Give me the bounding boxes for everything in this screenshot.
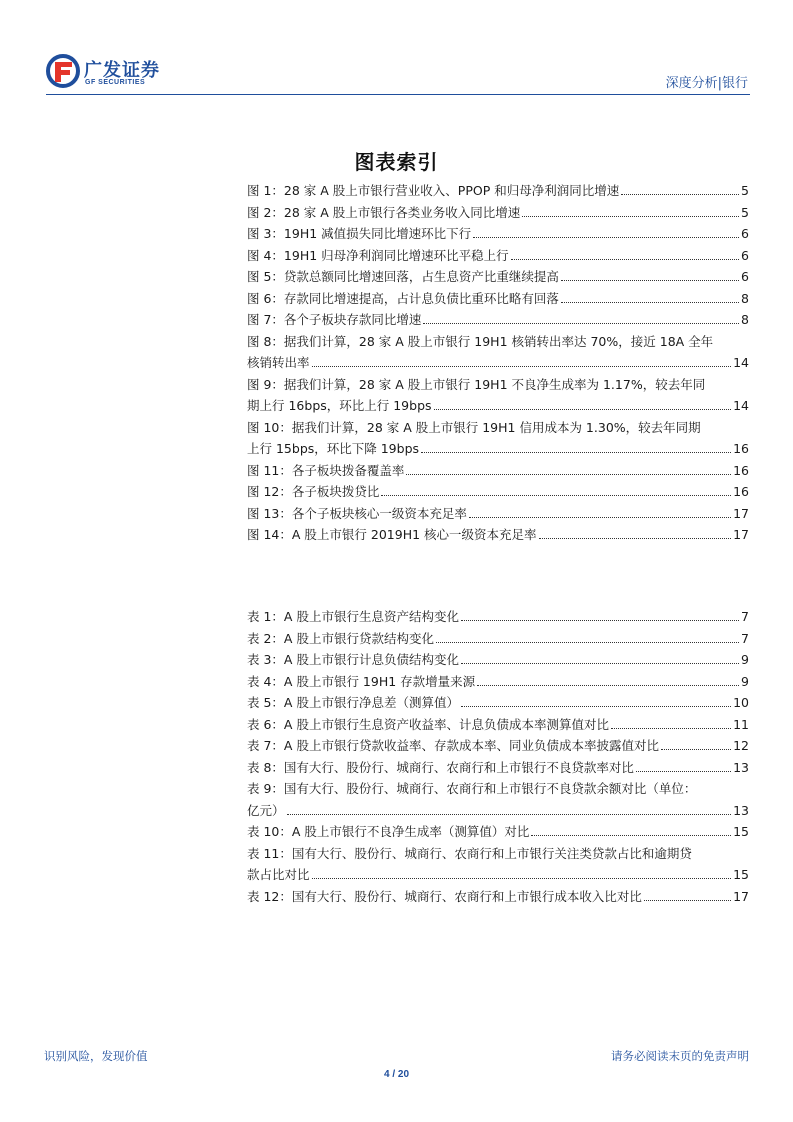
- entry-caption: 图 8：据我们计算，28 家 A 股上市银行 19H1 核销转出率达 70%，接近 18A 全年: [247, 333, 714, 349]
- dot-leader: [621, 194, 739, 195]
- dot-leader: [436, 642, 739, 643]
- dot-leader: [469, 517, 731, 518]
- entry-caption: 图 10：据我们计算，28 家 A 股上市银行 19H1 信用成本为 1.30%，较去年同期: [247, 419, 701, 435]
- dot-leader: [473, 237, 739, 238]
- figure-index-entry[interactable]: [247, 503, 749, 525]
- entry-caption: 表 4：A 股上市银行 19H1 存款增量来源: [247, 673, 476, 689]
- entry-page-number: 6: [741, 269, 749, 284]
- entry-caption: 亿元）: [247, 802, 285, 818]
- entry-caption: 表 5：A 股上市银行净息差（测算值）: [247, 695, 459, 710]
- entry-caption: 图 14：A 股上市银行 2019H1 核心一级资本充足率: [247, 527, 537, 542]
- entry-caption: 表 7：A 股上市银行贷款收益率、存款成本率、同业负债成本率披露值对比: [247, 738, 659, 753]
- entry-caption: 图 6：存款同比增速提高，占计息负债比重环比略有回落: [247, 290, 559, 306]
- dot-leader: [477, 685, 739, 686]
- entry-page-number: 9: [741, 652, 749, 667]
- table-index-entry[interactable]: [247, 628, 749, 650]
- entry-caption: 表 3：A 股上市银行计息负债结构变化: [247, 652, 459, 667]
- entry-caption: 表 2：A 股上市银行贷款结构变化: [247, 630, 434, 646]
- figure-index-entry[interactable]: [247, 288, 749, 310]
- footer-slogan: 识别风险，发现价值: [44, 1049, 148, 1063]
- entry-caption: 表 10：A 股上市银行不良净生成率（测算值）对比: [247, 824, 530, 839]
- figure-index-entry[interactable]: [247, 524, 749, 546]
- dot-leader: [423, 323, 739, 324]
- figure-index-entry[interactable]: [247, 481, 749, 503]
- entry-caption: 表 11：国有大行、股份行、城商行、农商行和上市银行关注类贷款占比和逾期贷: [247, 845, 692, 861]
- entry-page-number: 7: [741, 609, 749, 624]
- dot-leader: [644, 900, 731, 901]
- entry-caption: 图 3：19H1 减值损失同比增速环比下行: [247, 226, 472, 241]
- dot-leader: [611, 728, 731, 729]
- page-number: 4 / 20: [383, 1069, 410, 1080]
- entry-page-number: 15: [733, 824, 749, 839]
- table-index-entry[interactable]: [247, 821, 749, 843]
- entry-page-number: 16: [733, 462, 749, 478]
- entry-caption: 表 8：国有大行、股份行、城商行、农商行和上市银行不良贷款率对比: [247, 759, 634, 775]
- entry-page-number: 5: [741, 204, 749, 220]
- table-index-list: [247, 606, 749, 907]
- figure-index-entry[interactable]: [247, 374, 749, 417]
- entry-page-number: 13: [733, 802, 749, 818]
- entry-page-number: 8: [741, 312, 749, 327]
- dot-leader: [531, 835, 731, 836]
- entry-page-number: 14: [733, 355, 749, 370]
- entry-page-number: 14: [733, 398, 749, 413]
- page-header: [46, 52, 750, 94]
- dot-leader: [461, 663, 739, 664]
- entry-page-number: 7: [741, 630, 749, 646]
- brand-name-en: GF SECURITIES: [85, 79, 146, 86]
- table-index-entry[interactable]: [247, 649, 749, 671]
- entry-caption: 核销转出率: [247, 355, 310, 370]
- entry-page-number: 6: [741, 226, 749, 241]
- entry-caption: 图 7：各个子板块存款同比增速: [247, 312, 422, 327]
- page-title: 图表索引: [354, 150, 439, 174]
- header-divider: [46, 94, 750, 95]
- entry-page-number: 10: [733, 695, 749, 710]
- figure-index-entry[interactable]: [247, 266, 749, 288]
- table-index-entry[interactable]: [247, 886, 749, 908]
- entry-page-number: 6: [741, 247, 749, 263]
- dot-leader: [522, 216, 739, 217]
- figure-index-entry[interactable]: [247, 223, 749, 245]
- table-index-entry[interactable]: [247, 735, 749, 757]
- figure-index-entry[interactable]: [247, 331, 749, 374]
- figure-index-entry[interactable]: [247, 202, 749, 224]
- figure-index-entry[interactable]: [247, 417, 749, 460]
- entry-caption: 图 11：各子板块拨备覆盖率: [247, 462, 405, 478]
- gf-securities-logo: [46, 54, 196, 90]
- dot-leader: [561, 302, 739, 303]
- dot-leader: [461, 620, 739, 621]
- entry-page-number: 17: [733, 888, 749, 904]
- table-index-entry[interactable]: [247, 778, 749, 821]
- entry-caption: 图 13：各个子板块核心一级资本充足率: [247, 505, 467, 521]
- entry-page-number: 16: [733, 484, 749, 499]
- entry-caption: 图 12：各子板块拨贷比: [247, 484, 380, 499]
- entry-caption: 表 9：国有大行、股份行、城商行、农商行和上市银行不良贷款余额对比（单位：: [247, 781, 697, 796]
- entry-caption: 图 5：贷款总额同比增速回落，占生息资产比重继续提高: [247, 269, 559, 284]
- table-index-entry[interactable]: [247, 714, 749, 736]
- entry-page-number: 11: [733, 716, 749, 732]
- dot-leader: [312, 366, 732, 367]
- entry-page-number: 9: [741, 673, 749, 689]
- report-category: 深度分析|银行: [665, 76, 748, 91]
- table-index-entry[interactable]: [247, 692, 749, 714]
- dot-leader: [312, 878, 732, 879]
- entry-page-number: 5: [741, 183, 749, 198]
- entry-caption: 表 6：A 股上市银行生息资产收益率、计息负债成本率测算值对比: [247, 716, 609, 732]
- entry-page-number: 16: [733, 441, 749, 456]
- entry-page-number: 12: [733, 738, 749, 753]
- dot-leader: [406, 474, 731, 475]
- dot-leader: [381, 495, 731, 496]
- entry-caption: 图 4：19H1 归母净利润同比增速环比平稳上行: [247, 247, 509, 263]
- table-index-entry[interactable]: [247, 606, 749, 628]
- figure-index-entry[interactable]: [247, 460, 749, 482]
- dot-leader: [461, 706, 731, 707]
- entry-page-number: 17: [733, 505, 749, 521]
- entry-caption: 图 2：28 家 A 股上市银行各类业务收入同比增速: [247, 204, 521, 220]
- entry-caption: 上行 15bps，环比下降 19bps: [247, 441, 420, 456]
- entry-page-number: 17: [733, 527, 749, 542]
- figure-index-entry[interactable]: [247, 180, 749, 202]
- figure-index-entry[interactable]: [247, 245, 749, 267]
- entry-page-number: 8: [741, 290, 749, 306]
- dot-leader: [421, 452, 731, 453]
- entry-caption: 款占比对比: [247, 867, 310, 882]
- dot-leader: [287, 814, 732, 815]
- entry-caption: 期上行 16bps，环比上行 19bps: [247, 398, 432, 413]
- footer-disclaimer-note: 请务必阅读末页的免责声明: [611, 1049, 749, 1063]
- figure-index-list: [247, 180, 749, 546]
- table-index-entry[interactable]: [247, 757, 749, 779]
- gf-logo-icon: [46, 54, 80, 88]
- table-index-entry[interactable]: [247, 671, 749, 693]
- entry-caption: 图 9：据我们计算，28 家 A 股上市银行 19H1 不良净生成率为 1.17%，较去年同: [247, 376, 706, 392]
- figure-index-entry[interactable]: [247, 309, 749, 331]
- brand-name-cn: 广发证券: [84, 60, 160, 81]
- dot-leader: [539, 538, 732, 539]
- entry-caption: 表 1：A 股上市银行生息资产结构变化: [247, 609, 459, 624]
- entry-page-number: 13: [733, 759, 749, 775]
- dot-leader: [561, 280, 739, 281]
- dot-leader: [434, 409, 732, 410]
- table-index-entry[interactable]: [247, 843, 749, 886]
- dot-leader: [636, 771, 731, 772]
- dot-leader: [661, 749, 731, 750]
- entry-caption: 表 12：国有大行、股份行、城商行、农商行和上市银行成本收入比对比: [247, 888, 642, 904]
- entry-caption: 图 1：28 家 A 股上市银行营业收入、PPOP 和归母净利润同比增速: [247, 183, 620, 198]
- dot-leader: [511, 259, 739, 260]
- entry-page-number: 15: [733, 867, 749, 882]
